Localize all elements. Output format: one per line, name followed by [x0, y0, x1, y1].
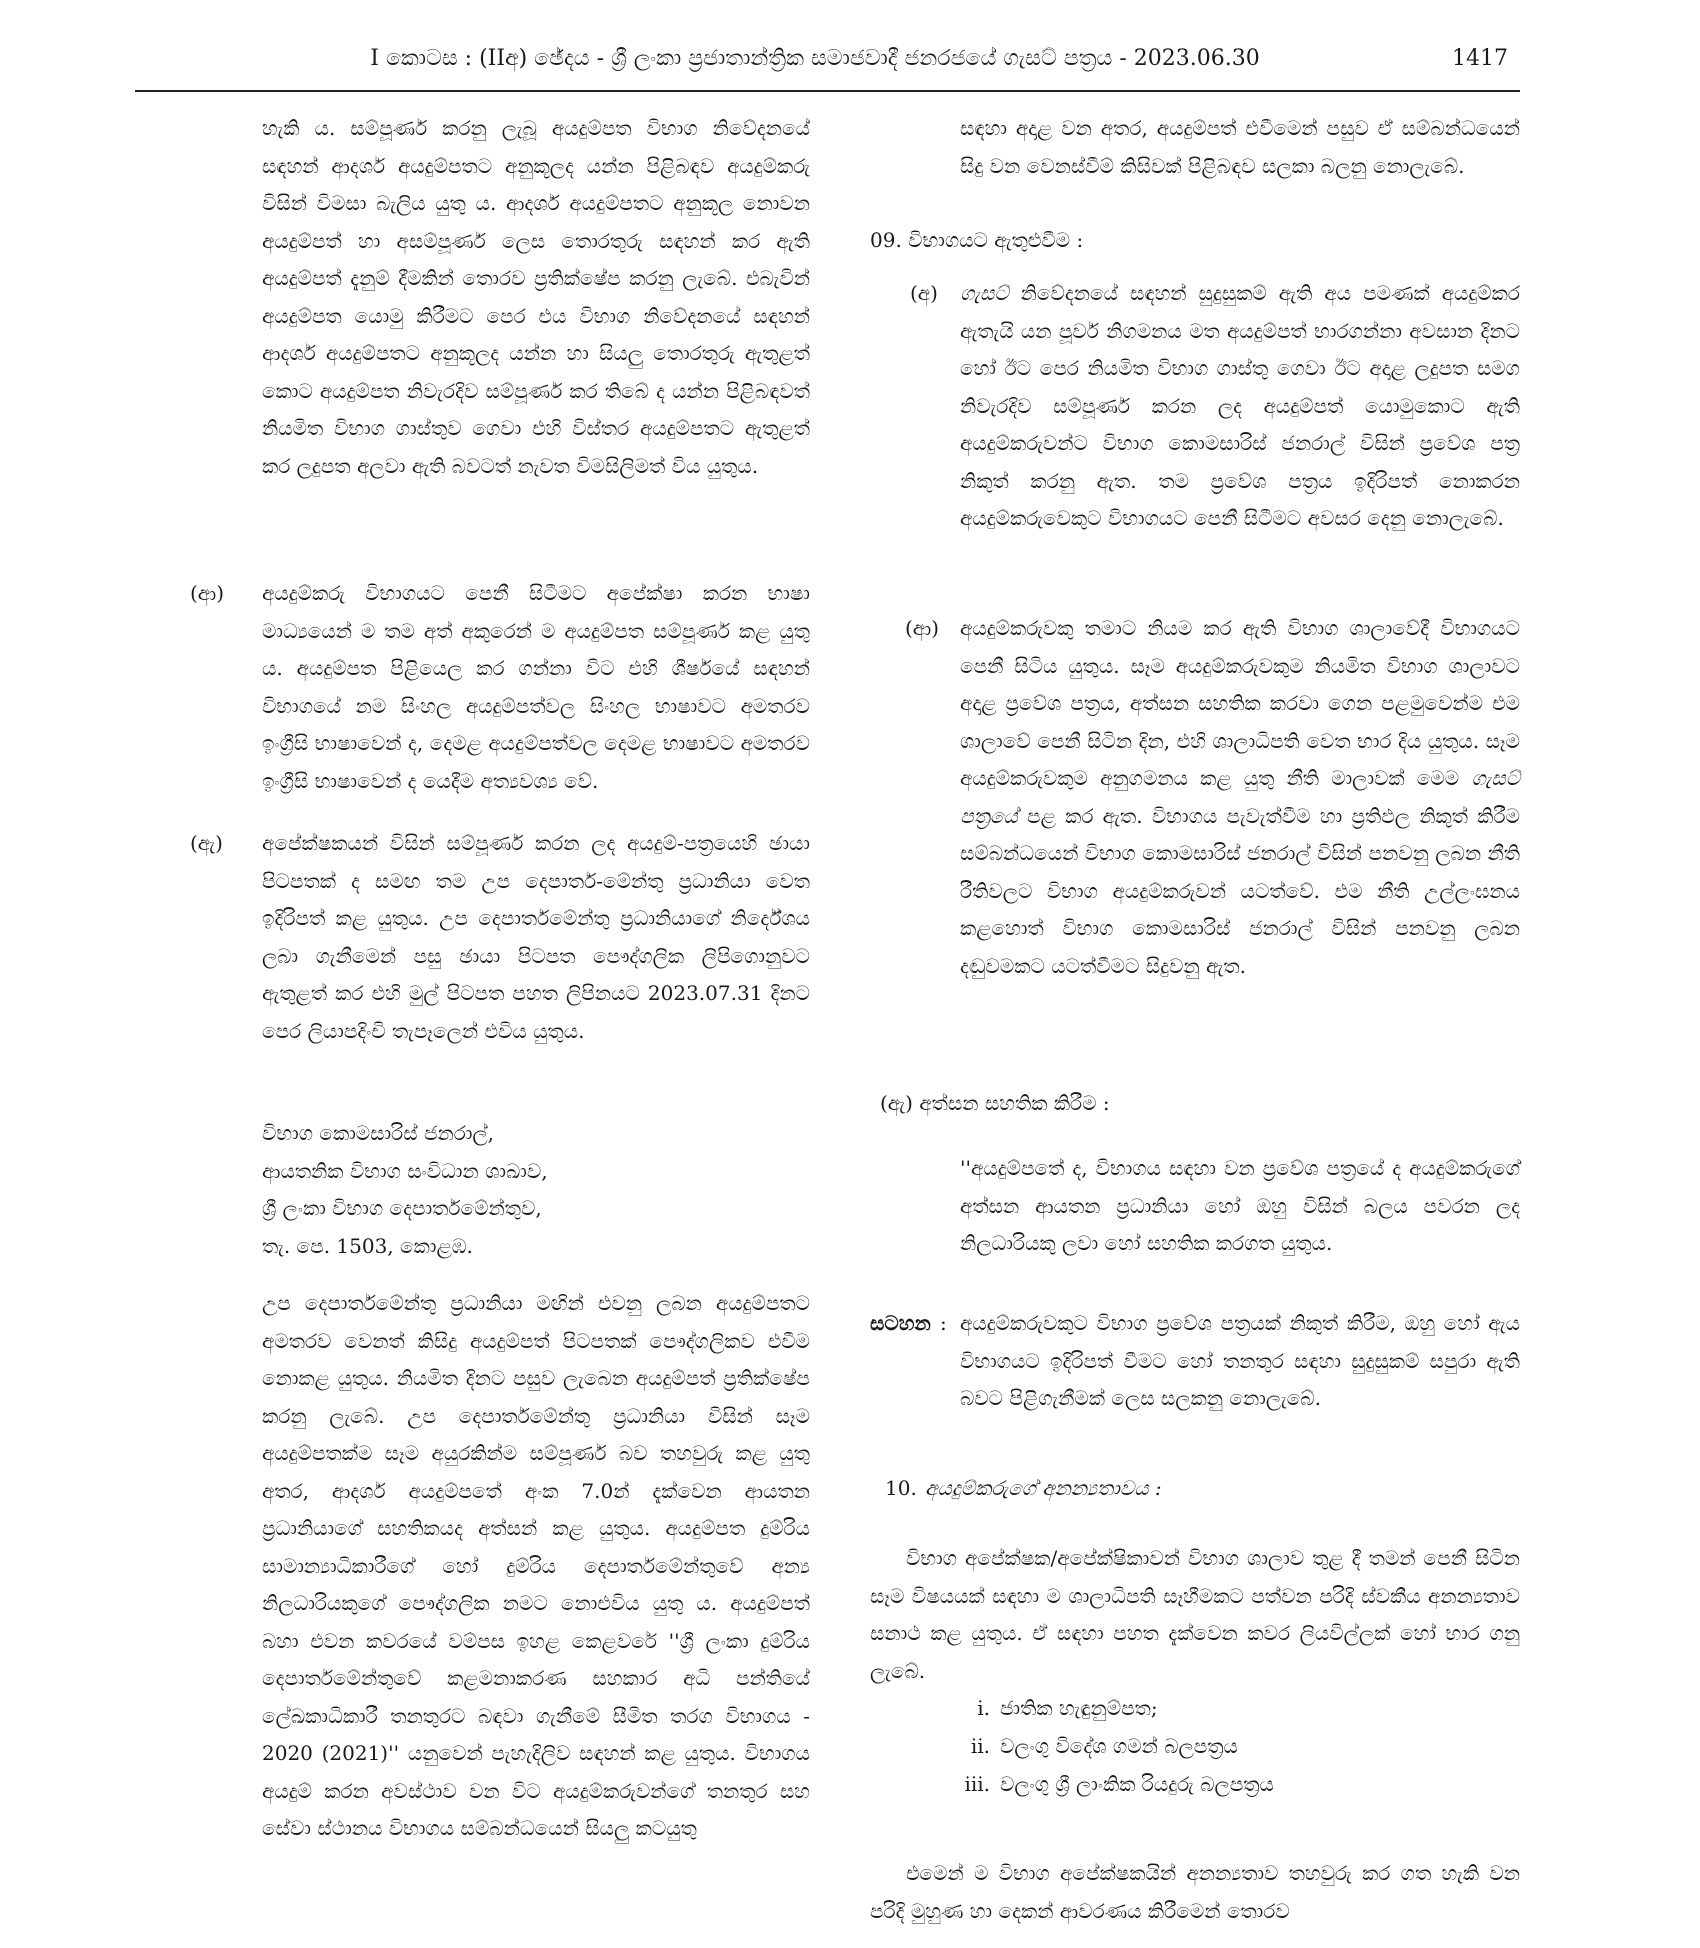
gazette-italic: ගැසට් පත්‍රයේ: [960, 766, 1520, 828]
note-text: අයදුම්කරුවකුට විභාග ප්‍රවේශ පත්‍රයක් නිකුත් කිරීම, ඔහු හෝ ඇය විභාගයට ඉදිරිපත් වීමට හෝ තනතුර සඳහා සුදුසුකම් සපුරා ඇති බවට පිළිගැනීමක් ලෙස සලකනු නොලැබේ.: [960, 1311, 1520, 1410]
clause-ae-text: අපේක්ෂකයන් විසින් සම්පූර්ණ කරන ලද අයදුම්-පත්‍රයෙහි ඡායා පිටපතක් ද සමඟ තම උප දෙපාර්ත-මේන්තු ප්‍රධානියා වෙත ඉදිරිපත් කළ යුතුය. උප දෙපාර්තමේන්තු ප්‍රධානියාගේ නිර්දේශය ලබා ගැනීමෙන් පසු ඡායා පිටපත පෞද්ගලික ලිපිගොනුවට ඇතුළත් කර එහි මුල් පිටපත පහත ලිපිනයට 2023.07.31 දිනට පෙර ලියාපදිංචි තැපෑලෙන් එවිය යුතුය.: [262, 831, 810, 1043]
list-number: ii.: [970, 1734, 990, 1758]
section-10-heading: අයදුම්කරුගේ අනන්‍යතාවය :: [925, 1476, 1162, 1500]
address-line: ආයතනික විභාග සංවිධාන ශාඛාව,: [262, 1158, 548, 1183]
section-9-heading: 09. විභාගයට ඇතුළුවීම :: [870, 228, 1084, 252]
note-label: සටහන: [870, 1311, 931, 1335]
identity-document-list: [870, 1690, 1520, 1810]
address-line: ශ්‍රී ලංකා විභාග දෙපාර්තමේන්තුව,: [262, 1196, 542, 1220]
list-number: iii.: [964, 1772, 990, 1796]
clause-aa-label: (ආ): [905, 616, 940, 640]
gazette-italic: ගැසට්: [960, 281, 1009, 305]
list-item: වලංගු විදේශ ගමන් බලපත්‍රය: [1000, 1734, 1238, 1758]
intro-paragraph: හැකි ය. සම්පූර්ණ කරනු ලැබූ අයදුම්පත විභාග නිවේදනයේ සඳහන් ආදර්ශ අයදුම්පතට අනුකූලද යන්න පිළිබඳව අයදුම්කරු විසින් විමසා බැලිය යුතු ය. ආදර්ශ අයදුම්පතට අනුකූල නොවන අයදුම්පත් හා අසම්පූර්ණ ලෙස තොරතුරු සඳහන් කර ඇති අයදුම්පත් දැනුම් දීමකින් තොරව ප්‍රතික්ෂේප කරනු ලැබේ. එබැවින් අයදුම්පත යොමු කිරීමට පෙර එය විභාග නිවේදනයේ සඳහන් ආදර්ශ අයදුම්පතට අනුකූලද යන්න හා සියලු තොරතුරු ඇතුළත් කොට අයදුම්පත නිවැරදිව සම්පූර්ණ කර තිබේ ද යන්න පිළිබඳවත් නියමිත විභාග ගාස්තුව ගෙවා එහි විස්තර අයදුම්පතට ඇතුළත් කර ලදුපත අලවා ඇති බවටත් නැවත විමසිලිමත් විය යුතුය.: [262, 116, 810, 478]
closing-paragraph: උප දෙපාර්තමේන්තු ප්‍රධානියා මඟින් එවනු ලබන අයදුම්පතට අමතරව වෙනත් කිසිදු අයදුම්පත් පිටපතක් පෞද්ගලිකව එවීම නොකළ යුතුය. නියමිත දිනට පසුව ලැබෙන අයදුම්පත් ප්‍රතික්ෂේප කරනු ලැබේ. උප දෙපාර්තමේන්තු ප්‍රධානියා විසින් සෑම අයදුම්පතක්ම සෑම අයුරකින්ම සම්පූර්ණ බව තහවුරු කළ යුතු අතර, ආදර්ශ අයදුම්පතේ අංක 7.0න් දැක්වෙන ආයතන ප්‍රධානියාගේ සහතිකයද අත්සන් කළ යුතුය. අයදුම්පත දුම්රිය සාමාන්‍යාධිකාරීගේ හෝ දුම්රිය දෙපාර්තමේන්තුවේ අන්‍ය නිලධාරියකුගේ පෞද්ගලික නමට නොඑවිය යුතු ය. අයදුම්පත් බහා එවන කවරයේ වම්පස ඉහළ කෙළවරේ ''ශ්‍රී ලංකා දුම්රිය දෙපාර්තමේන්තුවේ කළමනාකරණ සහකාර අධි පන්තියේ ලේඛකාධිකාරී තනතුරට බඳවා ගැනීමේ සීමිත තරග විභාගය - 2020 (2021)'' යනුවෙන් පැහැදිලිව සඳහන් කළ යුතුය. විභාගය අයදුම් කරන අවස්ථාව වන විට අයදුම්කරුවන්ගේ තනතුර සහ සේවා ස්ථානය විභාගය සම්බන්ධයෙන් සියලු කටයුතු: [262, 1291, 810, 1840]
section-10-number: 10.: [885, 1476, 917, 1500]
final-paragraph: එමෙන් ම විභාග අපේක්ෂකයින් අනන්‍යතාව තහවුරු කර ගත හැකි වන පරිදි මුහුණ හා දෙකන් ආවරණය කිරීමෙන් තොරව: [870, 1861, 1520, 1923]
signature-certification-quote: ''අයදුම්පතේ ද, විභාගය සඳහා වන ප්‍රවේශ පත්‍රයේ ද අයදුම්කරුගේ අත්සන ආයතන ප්‍රධානියා හෝ ඔහු විසින් බලය පවරන ලද නිලධාරියකු ලවා හෝ සහතික කරගත යුතුය.: [960, 1156, 1520, 1255]
page-number: 1417: [1452, 46, 1508, 71]
page-header: [135, 40, 1520, 92]
clause-ae-label: (ඇ): [190, 831, 223, 855]
clause-aa-text: අයදුම්කරුවකු තමාට නියම කර ඇති විභාග ශාලාවේදී විභාගයට පෙනී සිටිය යුතුය. සෑම අයදුම්කරුවකුම නියමිත විභාග ශාලාවට අදාළ ප්‍රවේශ පත්‍රය, අත්සන සහතික කරවා ගෙන පළමුවෙන්ම එම ශාලාවේ පෙනී සිටින දින, එහි ශාලාධිපති වෙත භාර දිය යුතුය. සෑම අයදුම්කරුවකුම අනුගමනය කළ යුතු නීති මාලාවක් මෙම ගැසට් පත්‍රයේ පළ කර ඇත. විභාගය පැවැත්වීම හා ප්‍රතිඵල නිකුත් කිරීම සම්බන්ධයෙන් විභාග කොමසාරිස් ජනරාල් විසින් පනවනු ලබන නීති රීතිවලට විභාග අයදුම්කරුවන් යටත්වේ. එම නීති උල්ලංඝනය කළහොත් විභාග කොමසාරිස් ජනරාල් විසින් පනවනු ලබන දඬුවමකට යටත්වීමට සිදුවනු ඇත.: [960, 616, 1520, 978]
address-line: විභාග කොමසාරිස් ජනරාල්,: [262, 1121, 495, 1145]
clause-aa-label: (ආ): [190, 581, 225, 605]
mailing-address: [262, 1115, 810, 1265]
list-item: වලංගු ශ්‍රී ලාංකික රියදුරු බලපත්‍රය: [1000, 1772, 1274, 1796]
note-colon: :: [940, 1311, 947, 1335]
clause-ae-heading: (ඇ) අත්සන සහතික කිරීම :: [880, 1091, 1110, 1115]
clause-aa-text: අයදුම්කරු විභාගයට පෙනී සිටීමට අපේක්ෂා කරන භාෂා මාධ්‍යයෙන් ම තම අත් අකුරෙන් ම අයදුම්පත සම්පූර්ණ කළ යුතු ය. අයදුම්පත පිළියෙල කර ගන්නා විට එහි ශීර්ෂයේ සඳහන් විභාගයේ නම සිංහල අයදුම්පත්වල සිංහල භාෂාවට අමතරව ඉංග්‍රීසි භාෂාවෙන් ද, දෙමළ අයදුම්පත්වල දෙමළ භාෂාවට අමතරව ඉංග්‍රීසි භාෂාවෙන් ද යෙදීම අත්‍යවශ්‍ය වේ.: [262, 581, 810, 793]
list-item: ජාතික හැඳුනුම්පත;: [1000, 1696, 1158, 1720]
list-number: i.: [977, 1696, 990, 1720]
address-line: තැ. පෙ. 1503, කොළඹ.: [262, 1233, 473, 1258]
clause-a-label: (අ): [910, 281, 938, 305]
clause-a-text: ගැසට් නිවේදනයේ සඳහන් සුදුසුකම් ඇති අය පමණක් අයදුම්කර ඇතැයි යන පූර්ව නිගමනය මත අයදුම්පත් භාරගන්නා අවසාන දිනට හෝ ඊට පෙර නියමිත විභාග ගාස්තු ගෙවා ඊට අදාළ ලදුපත සමග නිවැරදිව සම්පූර්ණ කරන ලද අයදුම්පත් යොමුකොට ඇති අයදුම්කරුවන්ට විභාග කොමසාරිස් ජනරාල් විසින් ප්‍රවේශ පත්‍ර නිකුත් කරනු ඇත. තම ප්‍රවේශ පත්‍රය ඉදිරිපත් නොකරන අයදුම්කරුවෙකුට විභාගයට පෙනී සිටීමට අවසර දෙනු නොලැබේ.: [960, 281, 1520, 530]
section-10-paragraph: විභාග අපේක්ෂක/අපේක්ෂිකාවන් විභාග ශාලාව තුළ දී තමන් පෙනී සිටින සෑම විෂයයක් සඳහා ම ශාලාධිපති සෑහීමකට පත්වන පරිදි ස්වකීය අනන්‍යතාව සනාථ කළ යුතුය. ඒ සඳහා පහත දැක්වෙන කවර ලියවිල්ලක් හෝ භාර ගනු ලැබේ.: [870, 1546, 1520, 1683]
continuation-paragraph: සඳහා අදාළ වන අතර, අයදුම්පත් එවීමෙන් පසුව ඒ සම්බන්ධයෙන් සිදු වන වෙනස්වීම් කිසිවක් පිළිබඳව සලකා බලනු නොලැබේ.: [960, 116, 1520, 178]
gazette-header-title: I කොටස : (IIඅ) ඡේදය - ශ්‍රී ලංකා ප්‍රජාතාන්ත්‍රික සමාජවාදී ජනරජයේ ගැසට් පත්‍රය - 2023.06.30: [370, 46, 1260, 71]
